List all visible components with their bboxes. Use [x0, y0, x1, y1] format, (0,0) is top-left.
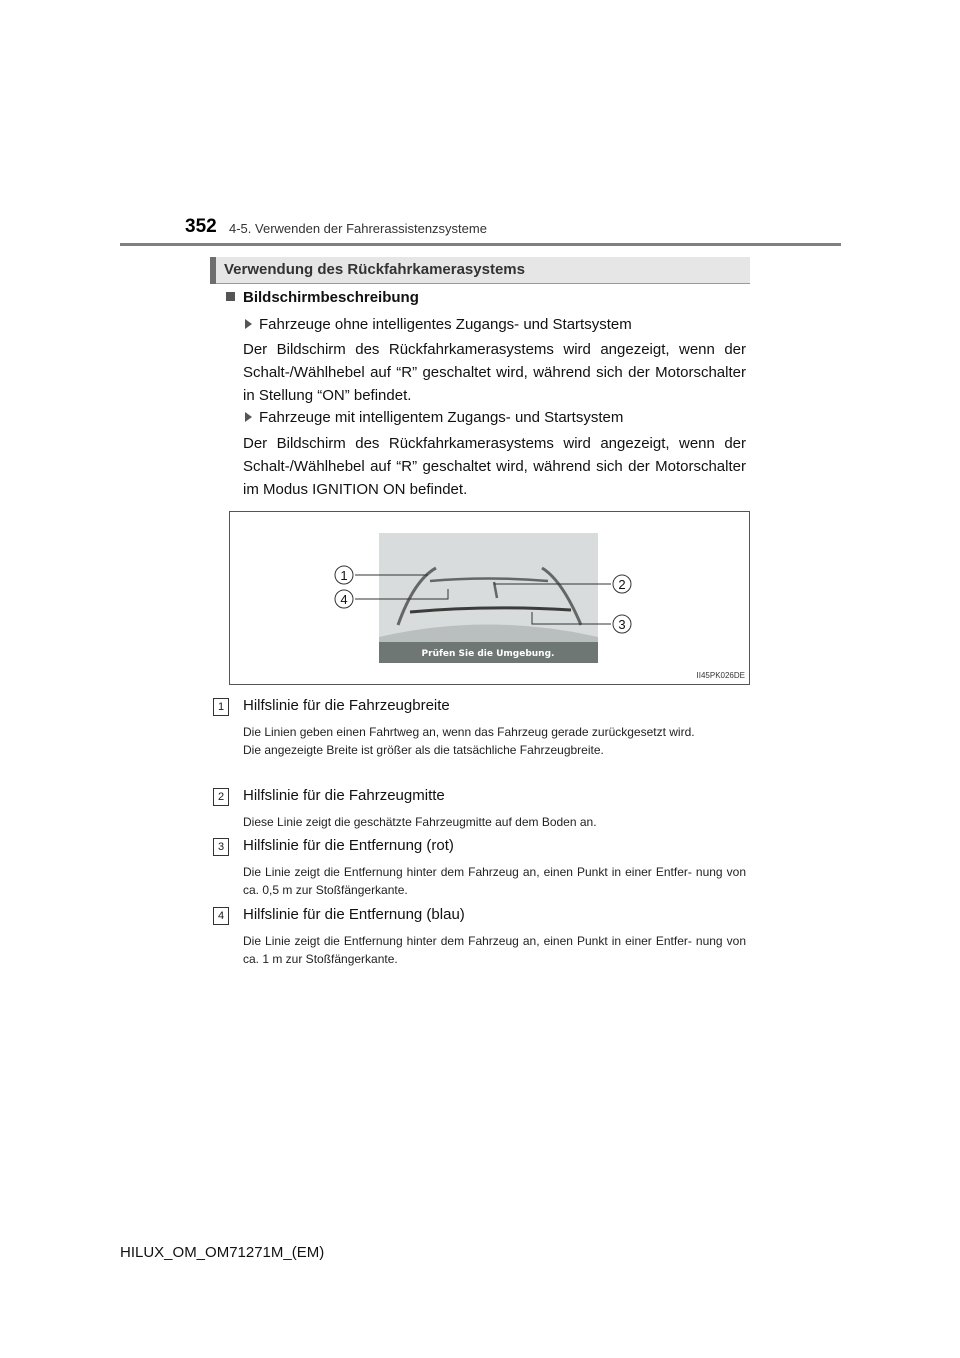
figure-code: II45PK026DE: [696, 671, 745, 680]
section-header: [210, 257, 750, 284]
paragraph-without-smart-key: Der Bildschirm des Rückfahrkamerasystems wird angezeigt, wenn der Schalt-/Wählhebel auf “R” geschaltet wird, während sich der Motorschalter in Stellung “ON” befindet.: [243, 341, 746, 404]
subsection-heading-text: Bildschirmbeschreibung: [243, 289, 419, 306]
screen-message: Prüfen Sie die Umgebung.: [421, 649, 555, 659]
triangle-bullet-icon: [245, 412, 252, 422]
sub-heading-without-smart-key: [245, 316, 632, 333]
callout-1-label: 1: [340, 568, 348, 583]
page-number: 352: [185, 216, 217, 237]
section-title: Verwendung des Rückfahrkamerasystems: [224, 261, 525, 278]
callout-2-label: 2: [618, 577, 626, 592]
item-description: Die Linie zeigt die Entfernung hinter dem Fahrzeug an, einen Punkt in einer Entfer- nung von ca. 1 m zur Stoßfängerkante.: [243, 934, 746, 966]
item-number: 2: [213, 788, 229, 806]
item-title: Hilfslinie für die Entfernung (blau): [243, 906, 465, 923]
item-number: 4: [213, 907, 229, 925]
paragraph-with-smart-key: Der Bildschirm des Rückfahrkamerasystems wird angezeigt, wenn der Schalt-/Wählhebel auf “R” geschaltet wird, während sich der Motorschalter im Modus IGNITION ON befindet.: [243, 435, 746, 498]
section-accent: [210, 257, 216, 284]
rear-camera-screen-figure: [229, 511, 750, 685]
item-title: Hilfslinie für die Fahrzeugbreite: [243, 697, 450, 714]
item-description-line: Die Linien geben einen Fahrtweg an, wenn das Fahrzeug gerade zurückgesetzt wird.: [243, 725, 695, 739]
rear-camera-illustration: [230, 512, 749, 684]
item-description: Diese Linie zeigt die geschätzte Fahrzeugmitte auf dem Boden an.: [243, 815, 597, 829]
item-description: Die Linie zeigt die Entfernung hinter dem Fahrzeug an, einen Punkt in einer Entfer- nung von ca. 0,5 m zur Stoßfängerkante.: [243, 865, 746, 897]
item-number: 1: [213, 698, 229, 716]
callout-3-label: 3: [618, 617, 626, 632]
chapter-title: 4-5. Verwenden der Fahrerassistenzsysteme: [229, 221, 487, 236]
item-description: [243, 723, 746, 759]
square-bullet-icon: [226, 292, 235, 301]
document-footer: HILUX_OM_OM71271M_(EM): [120, 1244, 325, 1261]
subsection-heading: [226, 289, 419, 306]
item-title: Hilfslinie für die Entfernung (rot): [243, 837, 454, 854]
header-rule: [120, 243, 841, 246]
sub-heading-text: Fahrzeuge ohne intelligentes Zugangs- und Startsystem: [259, 316, 632, 333]
item-title: Hilfslinie für die Fahrzeugmitte: [243, 787, 445, 804]
sub-heading-text: Fahrzeuge mit intelligentem Zugangs- und Startsystem: [259, 409, 624, 426]
item-number: 3: [213, 838, 229, 856]
item-description-line: Die angezeigte Breite ist größer als die tatsächliche Fahrzeugbreite.: [243, 743, 604, 757]
triangle-bullet-icon: [245, 319, 252, 329]
callout-4-label: 4: [340, 592, 348, 607]
sub-heading-with-smart-key: [245, 409, 623, 426]
